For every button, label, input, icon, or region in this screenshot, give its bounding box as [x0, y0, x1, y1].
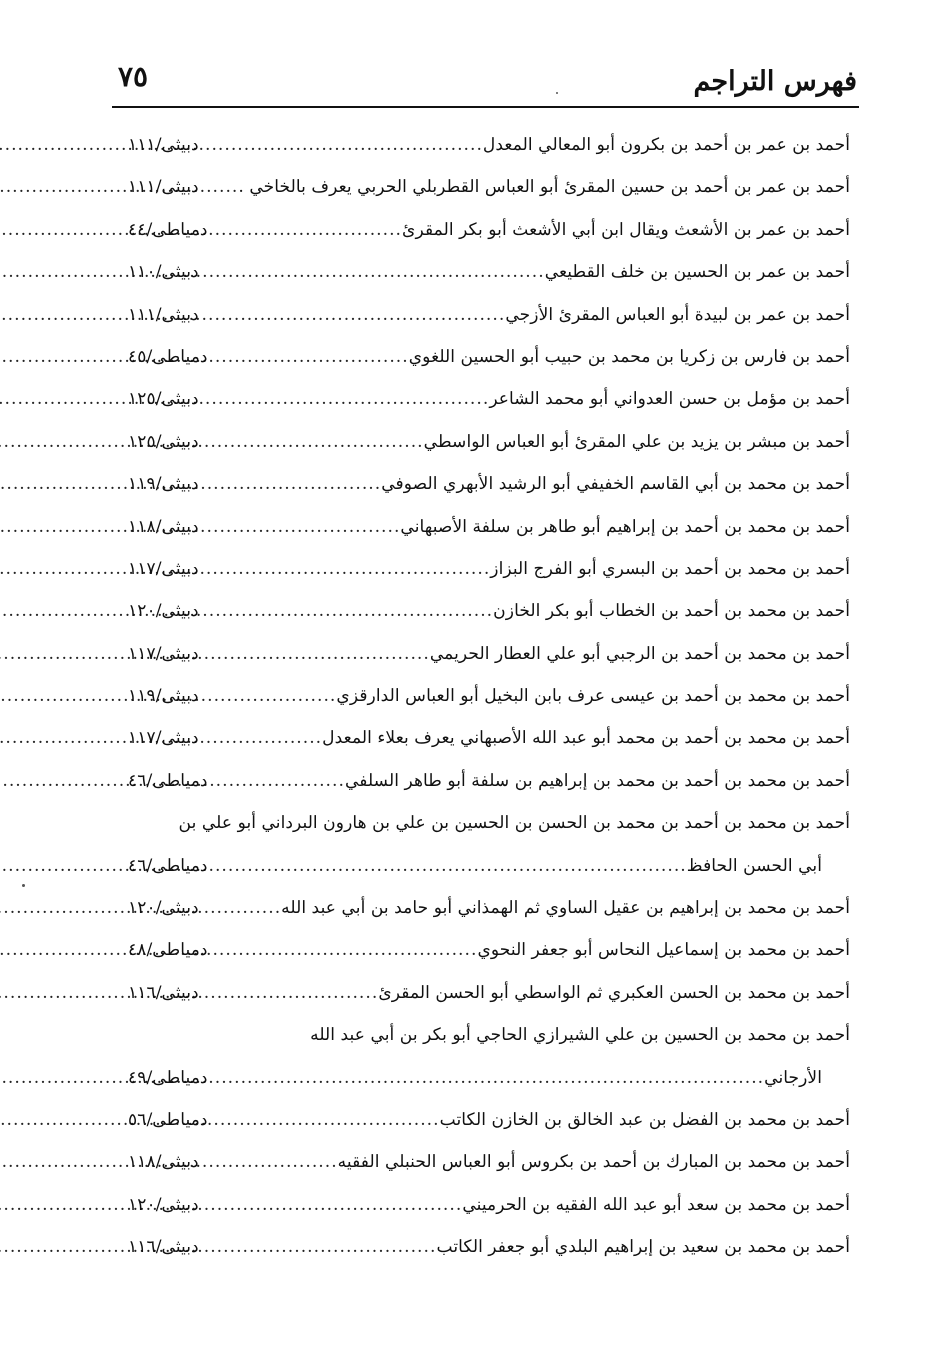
page-header — [118, 52, 857, 104]
header-divider — [112, 106, 859, 108]
entry-name: أبي الحسن الحافظ — [686, 855, 822, 876]
entry-line — [128, 1184, 850, 1226]
entry-name: أحمد بن محمد بن الفضل بن عبد الخالق بن الخازن الكاتب — [439, 1110, 850, 1131]
entry-reference: دمياطى/٥٦ — [128, 1110, 208, 1131]
dot-leader — [210, 845, 687, 887]
entry-reference: دبيثى/١٢٥ — [128, 389, 199, 410]
index-entry — [128, 633, 850, 675]
entry-name: أحمد بن محمد بن الحسين بن علي الشيرازي الحاجي أبو بكر بن أبي عبد الله — [310, 1025, 850, 1046]
dot-leader — [201, 378, 490, 420]
entry-line — [128, 845, 850, 887]
entry-line — [128, 1014, 850, 1056]
entry-reference: دبيثى/١١٦ — [128, 982, 199, 1003]
entry-reference: دبيثى/١١٨ — [128, 1152, 199, 1173]
entry-line — [128, 929, 850, 971]
entry-reference: دبيثى/١٢٠ — [128, 898, 199, 919]
entry-line — [128, 251, 850, 293]
entry-name: أحمد بن مبشر بن يزيد بن علي المقرئ أبو العباس الواسطي — [423, 431, 850, 452]
index-entry — [128, 929, 850, 971]
page-number: ٧٥ — [118, 60, 149, 93]
entry-line — [128, 717, 850, 759]
entry-reference: دمياطى/٤٨ — [128, 940, 208, 961]
index-entry — [128, 378, 850, 420]
entry-line — [128, 421, 850, 463]
dot-leader — [210, 1099, 440, 1141]
entry-name: أحمد بن محمد بن سعد أبو عبد الله الفقيه بن الحرميني — [462, 1194, 850, 1215]
entry-name: أحمد بن مؤمل بن حسن العدواني أبو محمد الشاعر — [489, 389, 850, 410]
entry-reference: دمياطى/٤٦ — [128, 770, 208, 791]
entry-reference: دبيثى/١١١ — [128, 135, 199, 155]
dot-leader — [201, 633, 430, 675]
index-entry — [128, 336, 850, 378]
entry-line — [128, 336, 850, 378]
dot-leader — [201, 166, 239, 208]
entry-reference: دبيثى/١١٧ — [128, 643, 199, 664]
index-entry — [128, 760, 850, 802]
entry-name: أحمد بن محمد بن إسماعيل النحاس أبو جعفر النحوي — [477, 940, 850, 961]
entry-line — [128, 802, 850, 844]
dot-leader — [201, 717, 323, 759]
entry-reference: دمياطى/٤٥ — [128, 346, 208, 367]
dot-leader — [201, 421, 424, 463]
entry-name: أحمد بن فارس بن زكريا بن محمد بن حبيب أبو الحسين اللغوي — [408, 346, 850, 367]
paper-speck — [556, 92, 558, 94]
index-entry — [128, 548, 850, 590]
index-entry — [128, 717, 850, 759]
index-entry — [128, 1099, 850, 1141]
paper-speck — [22, 884, 25, 887]
index-entry — [128, 506, 850, 548]
index-entry — [128, 251, 850, 293]
entry-name: أحمد بن محمد بن أحمد بن محمد أبو عبد الله الأصبهاني يعرف بعلاء المعدل — [322, 728, 850, 749]
entry-reference: دمياطى/٤٩ — [128, 1067, 208, 1088]
dot-leader — [210, 336, 409, 378]
entry-reference: دبيثى/١١٨ — [128, 516, 199, 537]
entry-line — [128, 506, 850, 548]
index-entry — [128, 1014, 850, 1099]
entry-line — [128, 166, 850, 208]
entry-line — [128, 378, 850, 420]
dot-leader — [201, 506, 401, 548]
index-entry — [128, 1226, 850, 1268]
dot-leader — [201, 675, 337, 717]
dot-leader — [201, 1184, 463, 1226]
entry-name: أحمد بن محمد بن أبي القاسم الخفيفي أبو الرشيد الأبهري الصوفي — [381, 474, 850, 495]
dot-leader — [201, 294, 506, 336]
index-entry — [128, 590, 850, 632]
index-entry — [128, 421, 850, 463]
index-entry — [128, 166, 850, 208]
dot-leader — [201, 1141, 338, 1183]
entry-reference: دبيثى/١١٧ — [128, 728, 199, 749]
entry-name: أحمد بن محمد بن أحمد بن عيسى عرف بابن البخيل أبو العباس الدارقزي — [336, 686, 850, 707]
index-entry — [128, 675, 850, 717]
dot-leader — [210, 1057, 765, 1099]
entry-line — [128, 590, 850, 632]
entry-line — [128, 463, 850, 505]
dot-leader — [210, 209, 402, 251]
entry-name: أحمد بن محمد بن أحمد بن الرجبي أبو علي العطار الحريمي — [429, 643, 850, 664]
entry-name: أحمد بن محمد بن إبراهيم بن عقيل الساوي ثم الهمذاني أبو حامد بن أبي عبد الله — [281, 898, 850, 919]
entry-name: أحمد بن محمد بن أحمد بن محمد بن الحسن بن الحسين بن علي بن هارون البرداني أبو علي بن — [178, 813, 850, 834]
entry-reference: دمياطى/٤٤ — [128, 219, 208, 240]
entry-reference: دبيثى/١٢٥ — [128, 431, 199, 452]
index-entry — [128, 1184, 850, 1226]
entry-name: أحمد بن محمد بن الحسن العكبري ثم الواسطي أبو الحسن المقرئ — [378, 982, 850, 1003]
entry-name: أحمد بن عمر بن أحمد بن حسين المقرئ أبو العباس القطربلي الحربي يعرف بالخاخي . — [238, 177, 850, 198]
entry-line — [128, 760, 850, 802]
entry-name: أحمد بن محمد بن أحمد بن إبراهيم أبو طاهر بن سلفة الأصبهاني — [400, 516, 850, 537]
entry-reference: دبيثى/١١١ — [128, 177, 199, 198]
entry-reference: دبيثى/١١٩ — [128, 686, 199, 707]
entry-name: أحمد بن عمر بن الحسين بن خلف القطيعي — [544, 262, 850, 283]
index-entry — [128, 1141, 850, 1183]
dot-leader — [201, 590, 494, 632]
entry-line — [128, 1141, 850, 1183]
dot-leader — [201, 548, 491, 590]
entry-name: أحمد بن محمد بن أحمد بن البسري أبو الفرج البزاز — [490, 558, 850, 579]
entry-reference: دبيثى/١١٧ — [128, 558, 199, 579]
index-entry — [128, 887, 850, 929]
entry-line — [128, 1099, 850, 1141]
entry-line — [128, 209, 850, 251]
dot-leader — [210, 760, 345, 802]
entry-line — [128, 887, 850, 929]
entry-reference: دبيثى/١٢٠ — [128, 601, 199, 622]
index-entry — [128, 209, 850, 251]
entry-line — [128, 548, 850, 590]
entry-reference: دبيثى/١٢٠ — [128, 1194, 199, 1215]
entry-name: أحمد بن عمر بن الأشعث ويقال ابن أبي الأشعث أبو بكر المقرئ — [402, 219, 850, 240]
entry-name: أحمد بن محمد بن سعيد بن إبراهيم البلدي أبو جعفر الكاتب — [436, 1237, 850, 1258]
index-entry — [128, 802, 850, 887]
biography-index-list — [128, 124, 850, 1269]
dot-leader — [210, 929, 478, 971]
entry-line — [128, 633, 850, 675]
dot-leader — [201, 972, 379, 1014]
entry-reference: دبيثى/١١١ — [128, 304, 199, 325]
dot-leader — [201, 463, 382, 505]
index-entry — [128, 294, 850, 336]
entry-reference: دبيثى/١١٩ — [128, 474, 199, 495]
entry-line — [128, 294, 850, 336]
index-entry — [128, 463, 850, 505]
entry-line — [128, 1226, 850, 1268]
entry-line — [128, 972, 850, 1014]
entry-name: أحمد بن محمد بن أحمد بن الخطاب أبو بكر الخازن — [493, 601, 850, 622]
entry-name: أحمد بن عمر بن لبيدة أبو العباس المقرئ الأزجي — [505, 304, 850, 325]
page-title: فهرس التراجم — [693, 66, 857, 97]
entry-name: أحمد بن محمد بن أحمد بن محمد بن إبراهيم بن سلفة أبو طاهر السلفي — [344, 770, 850, 791]
entry-line — [128, 675, 850, 717]
entry-reference: دبيثى/١١٦ — [128, 1237, 199, 1258]
entry-reference: دبيثى/١١٠ — [128, 262, 199, 283]
entry-reference: دمياطى/٤٦ — [128, 855, 208, 876]
index-entry — [128, 124, 850, 166]
dot-leader — [201, 1226, 437, 1268]
entry-name: أحمد بن محمد بن المبارك بن أحمد بن بكروس أبو العباس الحنبلي الفقيه — [337, 1152, 850, 1173]
entry-name: الأرجاني — [764, 1067, 822, 1088]
dot-leader — [201, 887, 282, 929]
entry-name: أحمد بن عمر بن أحمد بن بكرون أبو المعالي المعدل — [482, 135, 850, 155]
dot-leader — [201, 251, 545, 293]
index-entry — [128, 972, 850, 1014]
dot-leader — [201, 124, 483, 166]
entry-line — [128, 1057, 850, 1099]
entry-line — [128, 124, 850, 166]
